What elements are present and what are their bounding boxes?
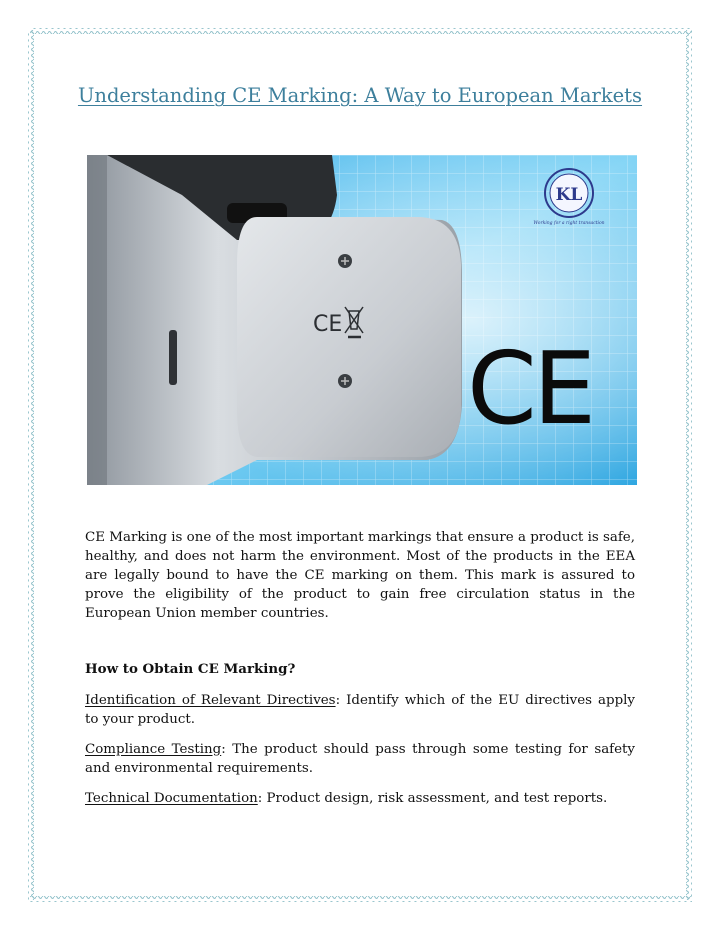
logo-tagline: Working for a right transaction: [533, 221, 605, 226]
intro-paragraph: CE Marking is one of the most important markings that ensure a product is safe, healthy, and does not harm the environment. Most of the products in the EEA are legally bound to have the CE marking on them. This mark is assured to prove the eligibility of the product to gain free circulation status in the European Union member countries.: [85, 530, 635, 621]
step-item: [85, 691, 635, 729]
step-text: : The product should pass through some testing for safety and environmental requirements.: [85, 742, 636, 776]
step-term-link[interactable]: Identification of Relevant Directives: [85, 693, 336, 708]
logo-initials: KL: [555, 185, 583, 205]
step-term-link[interactable]: Compliance Testing: [85, 742, 222, 757]
large-ce-mark: CE: [467, 330, 593, 447]
ce-marking-hero-image: [87, 155, 637, 485]
step-text: : Product design, risk assessment, and test reports.: [257, 791, 608, 806]
section-heading: How to Obtain CE Marking?: [85, 661, 296, 677]
step-text: : Identify which of the EU directives apply to your product.: [85, 693, 635, 727]
device-side-slot: [169, 330, 177, 385]
step-item: [85, 789, 635, 808]
step-item: [85, 740, 635, 778]
step-term-link[interactable]: Technical Documentation: [85, 791, 258, 806]
page-title[interactable]: Understanding CE Marking: A Way to European Markets: [77, 84, 643, 107]
screw-icon: [338, 254, 352, 268]
screw-icon: [338, 374, 352, 388]
device-ce-mark: CE: [313, 312, 343, 337]
